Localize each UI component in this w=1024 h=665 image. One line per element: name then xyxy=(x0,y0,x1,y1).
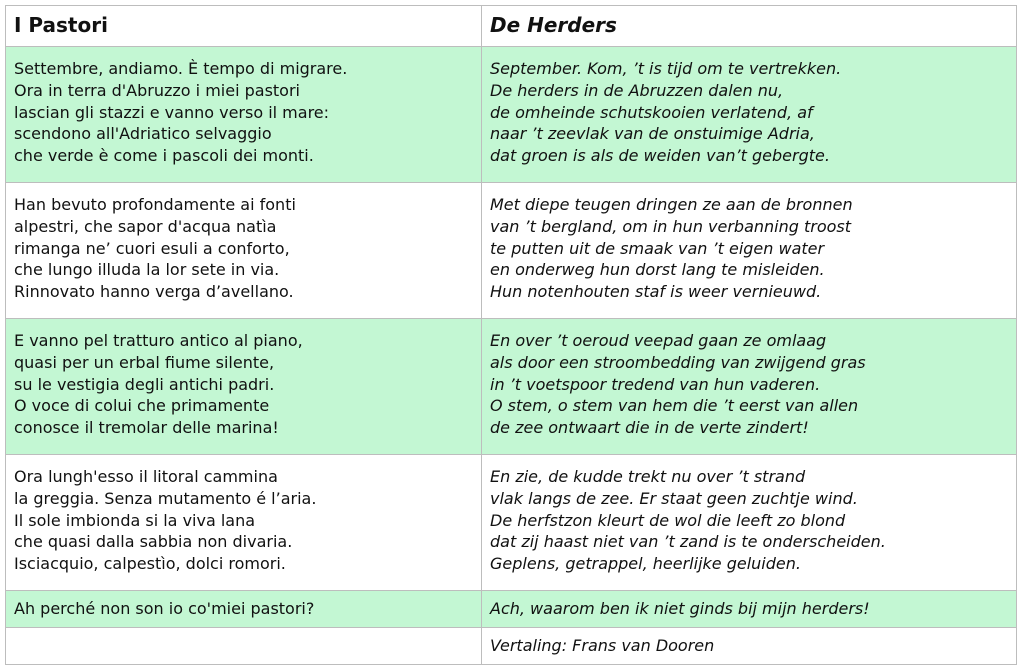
dutch-title: De Herders xyxy=(482,6,1017,47)
poem-translation-document xyxy=(5,5,1016,665)
verse-line: Ora lungh'esso il litoral cammina xyxy=(14,467,278,486)
verse-line: vlak langs de zee. Er staat geen zuchtje wind. xyxy=(490,488,858,508)
dutch-stanza xyxy=(482,455,1017,591)
stanza-row-4 xyxy=(6,455,1017,591)
stanza-row-3 xyxy=(6,319,1017,455)
italian-stanza xyxy=(6,319,482,455)
verse-line: Met diepe teugen dringen ze aan de bronnen xyxy=(490,195,853,214)
verse-line: dat groen is als de weiden van’t gebergte. xyxy=(490,146,830,166)
verse-line: Rinnovato hanno verga d’avellano. xyxy=(14,282,294,302)
verse-line: En over ’t oeroud veepad gaan ze omlaag xyxy=(490,331,827,350)
verse-line: als door een stroombedding van zwijgend gras xyxy=(490,352,866,372)
verse-line: rimanga ne’ cuori esuli a conforto, xyxy=(14,238,290,258)
verse-line: conosce il tremolar delle marina! xyxy=(14,418,279,438)
dutch-closing-line: Ach, waarom ben ik niet ginds bij mijn herders! xyxy=(482,591,1017,628)
verse-line: scendono all'Adriatico selvaggio xyxy=(14,124,272,144)
verse-line: che verde è come i pascoli dei monti. xyxy=(14,146,314,166)
verse-line: De herders in de Abruzzen dalen nu, xyxy=(490,80,784,100)
verse-line: Hun notenhouten staf is weer vernieuwd. xyxy=(490,282,822,302)
dutch-stanza xyxy=(482,319,1017,455)
verse-line: lascian gli stazzi e vanno verso il mare: xyxy=(14,102,330,122)
verse-line: te putten uit de smaak van ’t eigen water xyxy=(490,238,825,258)
verse-line: su le vestigia degli antichi padri. xyxy=(14,374,275,394)
italian-stanza xyxy=(6,47,482,183)
empty-cell xyxy=(6,628,482,665)
credit-row xyxy=(6,628,1017,665)
poem-table xyxy=(5,5,1017,665)
verse-line: De herfstzon kleurt de wol die leeft zo blond xyxy=(490,510,846,530)
verse-line: la greggia. Senza mutamento é l’aria. xyxy=(14,488,317,508)
italian-stanza xyxy=(6,183,482,319)
verse-line: Ora in terra d'Abruzzo i miei pastori xyxy=(14,80,300,100)
verse-line: Han bevuto profondamente ai fonti xyxy=(14,195,296,214)
stanza-row-2 xyxy=(6,183,1017,319)
verse-line: Settembre, andiamo. È tempo di migrare. xyxy=(14,59,348,78)
translator-credit: Vertaling: Frans van Dooren xyxy=(482,628,1017,665)
verse-line: Geplens, getrappel, heerlijke geluiden. xyxy=(490,554,801,574)
verse-line: che quasi dalla sabbia non divaria. xyxy=(14,532,293,552)
verse-line: che lungo illuda la lor sete in via. xyxy=(14,260,280,280)
verse-line: En zie, de kudde trekt nu over ’t strand xyxy=(490,467,806,486)
header-row xyxy=(6,6,1017,47)
closing-row xyxy=(6,591,1017,628)
dutch-stanza xyxy=(482,47,1017,183)
verse-line: dat zij haast niet van ’t zand is te onderscheiden. xyxy=(490,532,886,552)
verse-line: O voce di colui che primamente xyxy=(14,396,270,416)
verse-line: in ’t voetspoor tredend van hun vaderen. xyxy=(490,374,821,394)
verse-line: Isciacquio, calpestìo, dolci romori. xyxy=(14,554,286,574)
italian-stanza xyxy=(6,455,482,591)
verse-line: van ’t bergland, om in hun verbanning troost xyxy=(490,216,852,236)
verse-line: de omheinde schutskooien verlatend, af xyxy=(490,102,813,122)
stanza-row-1 xyxy=(6,47,1017,183)
verse-line: O stem, o stem van hem die ’t eerst van allen xyxy=(490,396,859,416)
dutch-stanza xyxy=(482,183,1017,319)
verse-line: quasi per un erbal fiume silente, xyxy=(14,352,275,372)
italian-title: I Pastori xyxy=(6,6,482,47)
verse-line: September. Kom, ’t is tijd om te vertrekken. xyxy=(490,59,842,78)
verse-line: de zee ontwaart die in de verte zindert! xyxy=(490,418,809,438)
verse-line: alpestri, che sapor d'acqua natìa xyxy=(14,216,277,236)
verse-line: naar ’t zeevlak van de onstuimige Adria, xyxy=(490,124,815,144)
verse-line: Il sole imbionda si la viva lana xyxy=(14,510,256,530)
verse-line: en onderweg hun dorst lang te misleiden. xyxy=(490,260,825,280)
italian-closing-line: Ah perché non son io co'miei pastori? xyxy=(6,591,482,628)
verse-line: E vanno pel tratturo antico al piano, xyxy=(14,331,303,350)
